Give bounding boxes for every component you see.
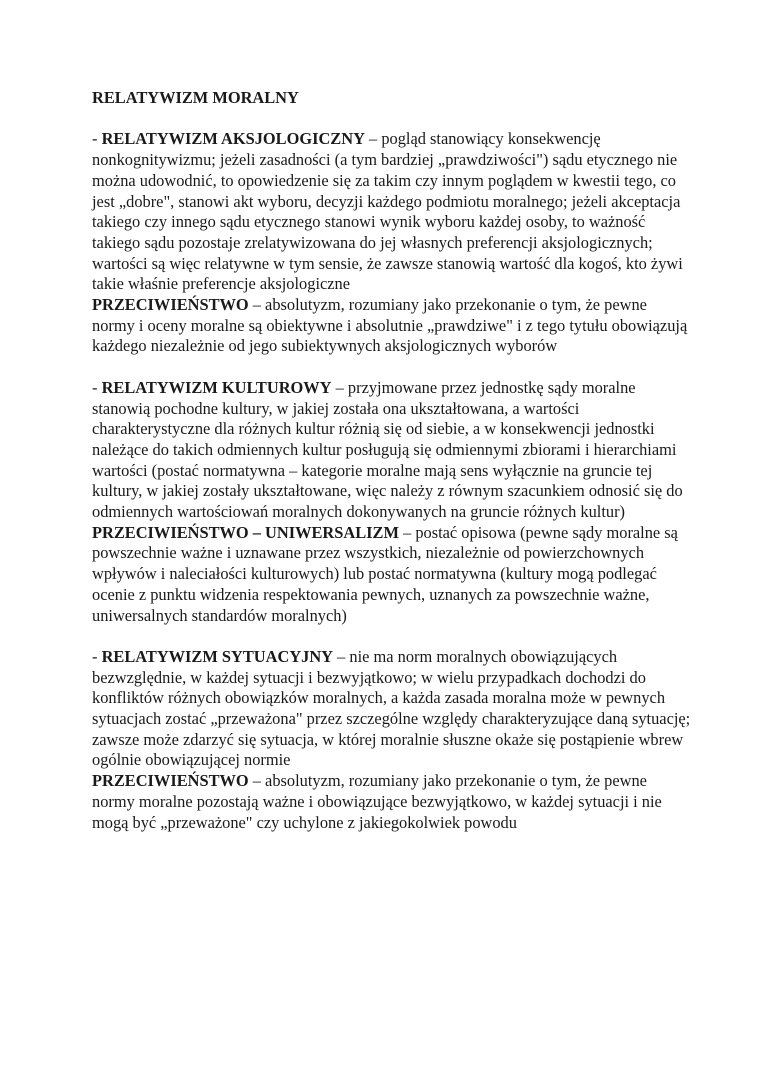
term-heading: RELATYWIZM KULTUROWY bbox=[101, 377, 332, 397]
definition-paragraph: - RELATYWIZM SYTUACYJNY – nie ma norm moralnych obowiązujących bezwzględnie, w każdej sytuacji i bezwyjątkowo; w wielu przypadkach dochodzi do konfliktów różnych obowiązków moralnych, a każda zasada moralna może w pewnych sytuacjach zostać „przeważona" przez szczególne względy charakteryzujące daną sytuację; zawsze może zdarzyć się sytuacja, w której moralnie słuszne okaże się postąpienie wbrew ogólnie obowiązującej normie bbox=[92, 646, 691, 770]
page-title: RELATYWIZM MORALNY bbox=[92, 88, 299, 107]
opposite-paragraph: PRZECIWIEŃSTWO – UNIWERSALIZM – postać opisowa (pewne sądy moralne są powszechnie ważne i uznawane przez wszystkich, niezależnie od powierzchownych wpływów i naleciałości kulturowych) lub postać normatywna (kultury mogą podlegać ocenie z punktu widzenia respektowania pewnych, uznanych za powszechnie ważne, uniwersalnych standardów moralnych) bbox=[92, 522, 678, 625]
opposite-heading: PRZECIWIEŃSTWO bbox=[92, 771, 249, 791]
section-situational bbox=[92, 647, 692, 833]
document-page bbox=[92, 88, 692, 854]
opposite-heading: PRZECIWIEŃSTWO bbox=[92, 295, 249, 315]
opposite-text: absolutyzm, rozumiany jako przekonanie o tym, że pewne normy moralne pozostają ważne i obowiązujące bezwyjątkowo, w każdej sytuacji i nie mogą być „przeważone" czy uchylone z jakiegokolwiek powodu bbox=[92, 771, 662, 832]
definition-paragraph: - RELATYWIZM AKSJOLOGICZNY – pogląd stanowiący konsekwencję nonkognitywizmu; jeżeli zasadności (a tym bardziej „prawdziwości") sądu etycznego nie można udowodnić, to opowiedzenie się za takim czy innym poglądem w kwestii tego, co jest „dobre", stanowi akt wyboru, decyzji każdego podmiotu moralnego; jeżeli akceptacja takiego czy innego sądu etycznego stanowi wynik wyboru każdej osoby, to ważność takiego sądu pozostaje zrelatywizowana do jej własnych preferencji aksjologicznych; wartości są więc relatywne w tym sensie, że zawsze stanowią wartość dla kogoś, kto żywi takie właśnie preferencje aksjologiczne bbox=[92, 129, 683, 294]
definition-text: pogląd stanowiący konsekwencję nonkognitywizmu; jeżeli zasadności (a tym bardziej „prawdziwości") sądu etycznego nie można udowodnić, to opowiedzenie się za takim czy innym poglądem w kwestii tego, co jest „dobre", stanowi akt wyboru, decyzji każdego podmiotu moralnego; jeżeli akceptacja takiego czy innego sądu etycznego stanowi wynik wyboru każdej osoby, to ważność takiego sądu pozostaje zrelatywizowana do jej własnych preferencji aksjologicznych; wartości są więc relatywne w tym sensie, że zawsze stanowią wartość dla kogoś, kto żywi takie właśnie preferencje aksjologiczne bbox=[92, 129, 683, 294]
section-axiological bbox=[92, 129, 692, 357]
term-heading: RELATYWIZM AKSJOLOGICZNY bbox=[101, 129, 365, 149]
opposite-text: postać opisowa (pewne sądy moralne są powszechnie ważne i uznawane przez wszystkich, niezależnie od powierzchownych wpływów i naleciałości kulturowych) lub postać normatywna (kultury mogą podlegać ocenie z punktu widzenia respektowania pewnych, uznanych za powszechnie ważne, uniwersalnych standardów moralnych) bbox=[92, 522, 678, 625]
definition-text: nie ma norm moralnych obowiązujących bezwzględnie, w każdej sytuacji i bezwyjątkowo; w wielu przypadkach dochodzi do konfliktów różnych obowiązków moralnych, a każda zasada moralna może w pewnych sytuacjach zostać „przeważona" przez szczególne względy charakteryzujące daną sytuację; zawsze może zdarzyć się sytuacja, w której moralnie słuszne okaże się postąpienie wbrew ogólnie obowiązującej normie bbox=[92, 646, 691, 770]
term-heading: RELATYWIZM SYTUACYJNY bbox=[101, 646, 334, 666]
opposite-heading: PRZECIWIEŃSTWO – UNIWERSALIZM bbox=[92, 522, 399, 542]
opposite-text: absolutyzm, rozumiany jako przekonanie o tym, że pewne normy i oceny moralne są obiektywne i absolutnie „prawdziwe" i z tego tytułu obowiązują każdego niezależnie od jego subiektywnych aksjologicznych wyborów bbox=[92, 295, 688, 356]
definition-paragraph: - RELATYWIZM KULTUROWY – przyjmowane przez jednostkę sądy moralne stanowią pochodne kultury, w jakiej została ona ukształtowana, a wartości charakterystyczne dla różnych kultur różnią się od siebie, a w konsekwencji jednostki należące do takich odmiennych kultur posługują się odmiennymi zbiorami i hierarchiami wartości (postać normatywna – kategorie moralne mają sens wyłącznie na gruncie tej kultury, w jakiej zostały ukształtowane, więc należy z równym szacunkiem odnosić się do odmiennych wartościowań moralnych dokonywanych na gruncie różnych kultur) bbox=[92, 377, 683, 522]
definition-text: przyjmowane przez jednostkę sądy moralne stanowią pochodne kultury, w jakiej została ona ukształtowana, a wartości charakterystyczne dla różnych kultur różnią się od siebie, a w konsekwencji jednostki należące do takich odmiennych kultur posługują się odmiennymi zbiorami i hierarchiami wartości (postać normatywna – kategorie moralne mają sens wyłącznie na gruncie tej kultury, w jakiej zostały ukształtowane, więc należy z równym szacunkiem odnosić się do odmiennych wartościowań moralnych dokonywanych na gruncie różnych kultur) bbox=[92, 377, 683, 522]
opposite-paragraph: PRZECIWIEŃSTWO – absolutyzm, rozumiany jako przekonanie o tym, że pewne normy i oceny moralne są obiektywne i absolutnie „prawdziwe" i z tego tytułu obowiązują każdego niezależnie od jego subiektywnych aksjologicznych wyborów bbox=[92, 295, 688, 356]
opposite-paragraph: PRZECIWIEŃSTWO – absolutyzm, rozumiany jako przekonanie o tym, że pewne normy moralne pozostają ważne i obowiązujące bezwyjątkowo, w każdej sytuacji i nie mogą być „przeważone" czy uchylone z jakiegokolwiek powodu bbox=[92, 771, 662, 832]
section-cultural bbox=[92, 378, 692, 626]
